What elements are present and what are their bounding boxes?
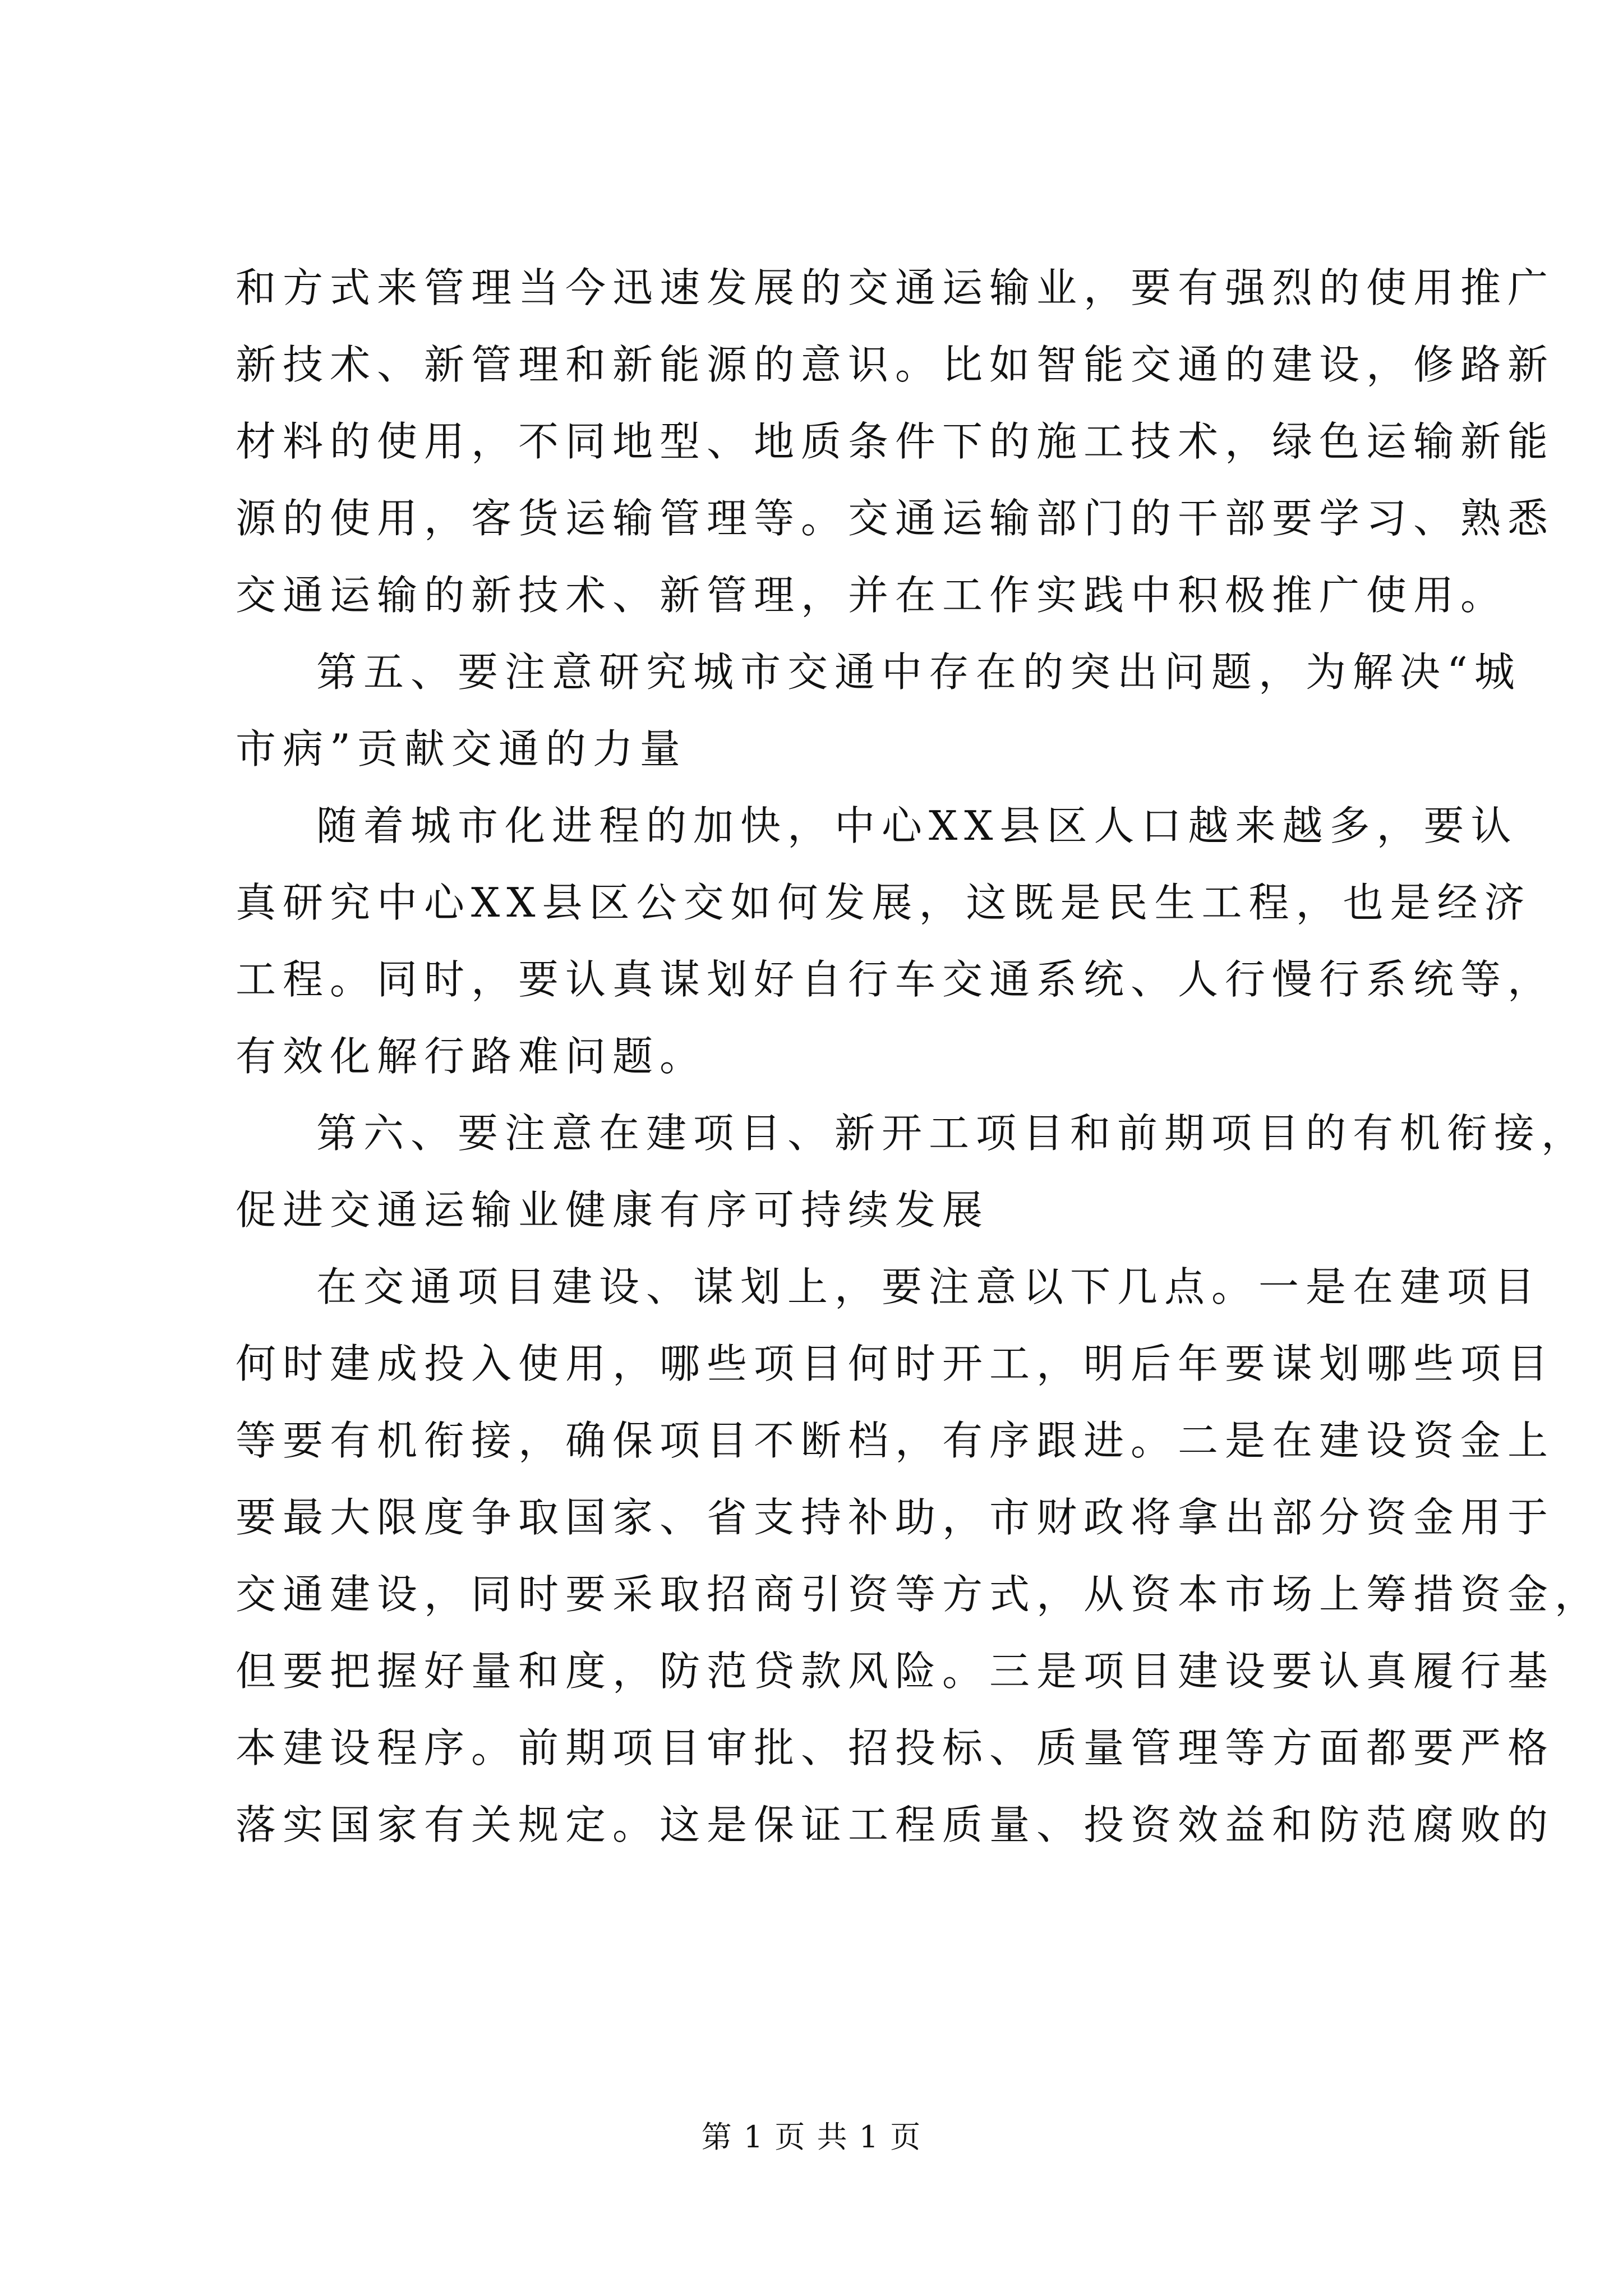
text-line: 交通运输的新技术、新管理，并在工作实践中积极推广使用。 bbox=[236, 572, 1508, 619]
document-body bbox=[236, 250, 1602, 1864]
text-line: 材料的使用，不同地型、地质条件下的施工技术，绿色运输新能 bbox=[236, 418, 1555, 465]
paragraph bbox=[236, 1249, 1602, 1864]
text-line: 在交通项目建设、谋划上，要注意以下几点。一是在建项目 bbox=[316, 1263, 1542, 1310]
text-line: 何时建成投入使用，哪些项目何时开工，明后年要谋划哪些项目 bbox=[236, 1340, 1555, 1387]
paragraph bbox=[236, 788, 1555, 1095]
text-line: 真研究中心XX县区公交如何发展，这既是民生工程，也是经济 bbox=[236, 879, 1532, 926]
text-line: 要最大限度争取国家、省支持补助，市财政将拿出部分资金用于 bbox=[236, 1494, 1555, 1541]
text-line: 本建设程序。前期项目审批、招投标、质量管理等方面都要严格 bbox=[236, 1724, 1555, 1772]
text-line: 和方式来管理当今迅速发展的交通运输业，要有强烈的使用推广 bbox=[236, 264, 1555, 311]
text-line: 新技术、新管理和新能源的意识。比如智能交通的建设，修路新 bbox=[236, 341, 1555, 388]
text-line: 第五、要注意研究城市交通中存在的突出问题，为解决“城 bbox=[316, 648, 1521, 696]
text-line: 交通建设，同时要采取招商引资等方式，从资本市场上筹措资金， bbox=[236, 1571, 1602, 1618]
paragraph bbox=[236, 250, 1555, 634]
text-line: 促进交通运输业健康有序可持续发展 bbox=[236, 1186, 990, 1234]
text-line: 落实国家有关规定。这是保证工程质量、投资效益和防范腐败的 bbox=[236, 1801, 1555, 1848]
paragraph bbox=[236, 1095, 1589, 1249]
text-line: 等要有机衔接，确保项目不断档，有序跟进。二是在建设资金上 bbox=[236, 1417, 1555, 1464]
text-line: 但要把握好量和度，防范贷款风险。三是项目建设要认真履行基 bbox=[236, 1648, 1555, 1695]
text-line: 源的使用，客货运输管理等。交通运输部门的干部要学习、熟悉 bbox=[236, 495, 1555, 542]
text-line: 市病”贡献交通的力量 bbox=[236, 725, 687, 772]
page-footer: 第 1 页 共 1 页 bbox=[701, 2119, 922, 2155]
paragraph bbox=[236, 634, 1521, 788]
text-line: 随着城市化进程的加快，中心XX县区人口越来越多，要认 bbox=[316, 802, 1518, 849]
text-line: 工程。同时，要认真谋划好自行车交通系统、人行慢行系统等， bbox=[236, 956, 1555, 1003]
text-line: 有效化解行路难问题。 bbox=[236, 1033, 707, 1080]
text-line: 第六、要注意在建项目、新开工项目和前期项目的有机衔接， bbox=[316, 1110, 1589, 1157]
